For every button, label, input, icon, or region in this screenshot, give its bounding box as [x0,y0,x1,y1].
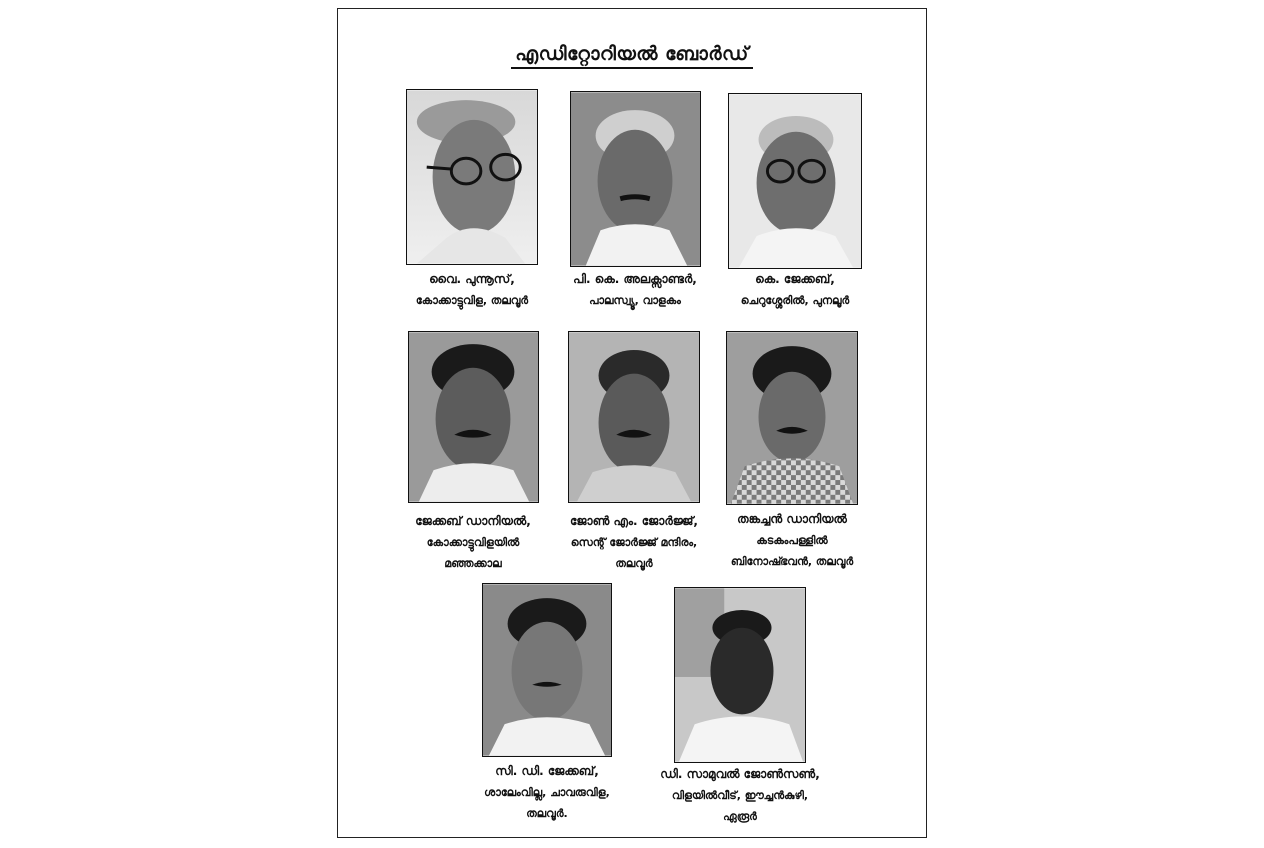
member-caption-8 [640,764,840,827]
member-name: കെ. ജേക്കബ്, [755,272,835,286]
portrait-photo [483,584,611,756]
member-name: ജോൺ എം. ജോർജ്ജ്, [569,514,698,528]
member-address-line: കടകംപള്ളിൽ [756,534,828,547]
member-photo-1 [406,89,538,265]
member-photo-2 [570,91,701,267]
member-photo-6 [726,331,858,505]
member-address-line: ചെറുശ്ശേരിൽ, പുനലൂർ [740,294,850,307]
member-caption-6 [692,509,892,572]
member-address-line: സെന്റ് ജോർജ്ജ് മന്ദിരം, [570,536,698,549]
member-address-line: പാലസ്വ്യൂ, വാളകം [589,294,681,307]
portrait-photo [727,332,857,504]
member-name: പി. കെ. അലക്സാണ്ടർ, [573,272,697,286]
member-photo-3 [728,93,862,269]
member-caption-3 [695,269,895,311]
member-name: ജേക്കബ് ഡാനിയൽ, [415,514,531,528]
member-photo-5 [568,331,700,503]
member-address-line: ബിനോഷ്ഭവൻ, തലവൂർ [730,555,854,568]
member-name: ഡി. സാമുവൽ ജോൺസൺ, [660,767,820,781]
member-name: വൈ. പുന്നൂസ്, [429,272,515,286]
member-address-line: മഞ്ഞക്കാല [444,557,502,570]
portrait-photo [675,588,805,762]
member-address-line: തലവൂർ [615,557,653,570]
member-address-line: ഏരൂർ [723,810,757,823]
portrait-photo [409,332,538,502]
portrait-photo [569,332,699,502]
member-photo-7 [482,583,612,757]
member-address-line: ശാലേംവില്ല, ചാവരുവിള, [484,786,610,799]
editorial-board-page [337,8,927,838]
portrait-photo [729,94,861,268]
portrait-photo [571,92,700,266]
member-name: തങ്കച്ചൻ ഡാനിയൽ [737,512,847,526]
member-photo-8 [674,587,806,763]
page-title: എഡിറ്റോറിയൽ ബോർഡ് [338,43,926,65]
member-address-line: വിളയിൽവീട്, ഈച്ചൻകുഴി, [671,789,809,802]
member-caption-7 [447,761,647,824]
member-address-line: കോക്കാട്ടുവിള, തലവൂർ [415,294,529,307]
member-address-line: തലവൂർ. [526,807,568,820]
member-address-line: കോക്കാട്ടുവിളയിൽ [426,536,520,549]
member-name: സി. ഡി. ജേക്കബ്, [495,764,599,778]
portrait-photo [407,90,537,264]
member-photo-4 [408,331,539,503]
